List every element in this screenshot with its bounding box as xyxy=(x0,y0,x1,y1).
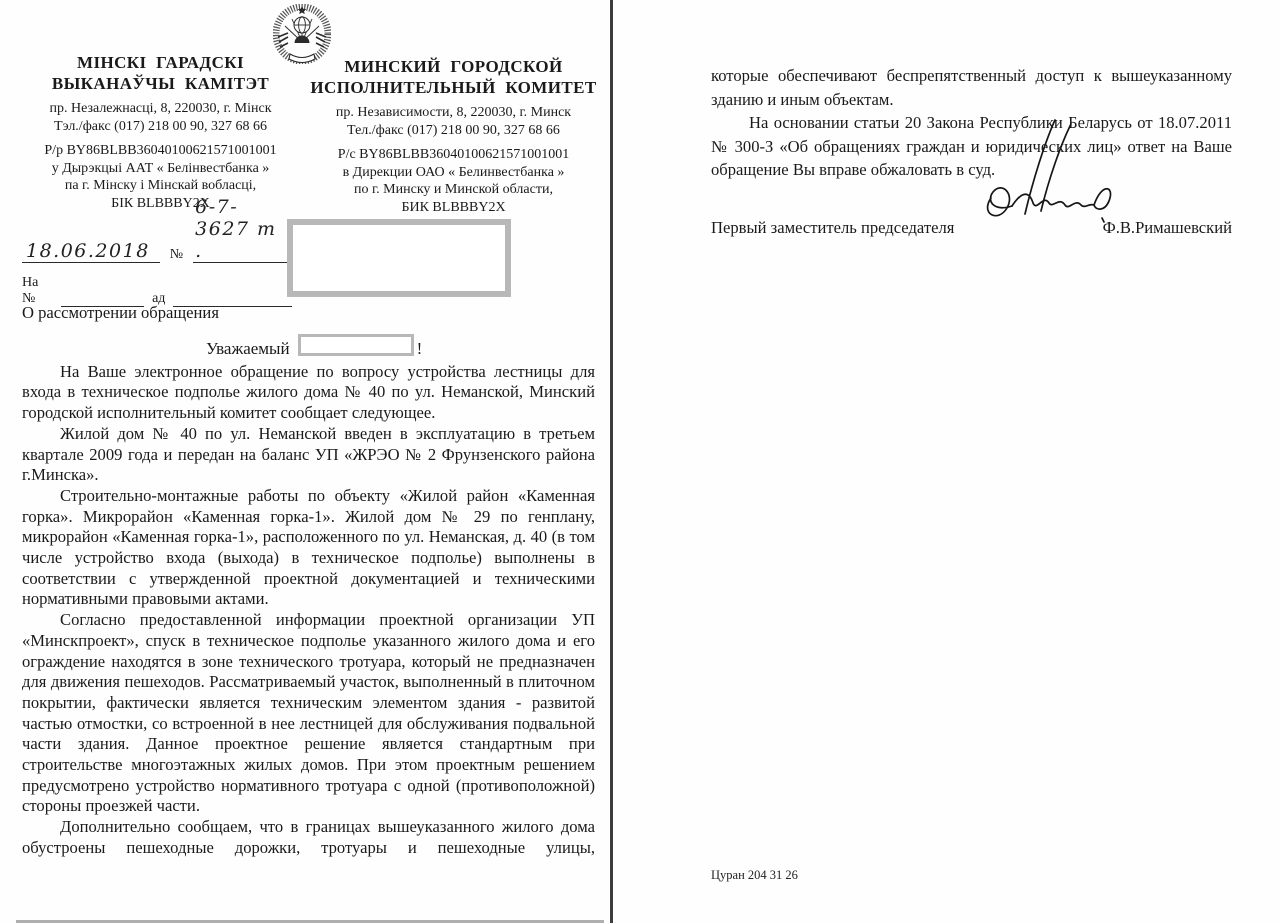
org-bank1-ru: в Дирекции ОАО « Белинвестбанка » xyxy=(342,164,565,180)
paragraph: Жилой дом № 40 по ул. Неманской введен в эксплуатацию в третьем квартале 2009 года и передан на баланс УП «ЖРЭО № 2 Фрунзенского района г.Минска». xyxy=(22,423,595,485)
org-phone-by: Тэл./факс (017) 218 00 90, 327 68 66 xyxy=(54,118,267,134)
signoff-position: Первый заместитель председателя xyxy=(711,217,955,237)
paragraph: Дополнительно сообщаем, что в границах вышеуказанного жилого дома обустроены пешеходные дорожки, тротуары и пешеходные улицы, xyxy=(22,817,595,857)
paragraph: На основании статьи 20 Закона Республики Беларусь от 18.07.2011 № 300-З «Об обращениях граждан и юридических лиц» ответ на Ваше обращение Вы вправе обжаловать в суд. xyxy=(711,113,1232,179)
letter-body-left xyxy=(22,303,595,859)
org-bank1-by: у Дырэкцыі ААТ « Белінвестбанка » xyxy=(51,160,270,176)
letterhead-belarusian-column xyxy=(14,0,307,216)
org-account-by: Р/р BY86BLBB36040100621571001001 xyxy=(44,143,277,158)
org-title-ru-line1: МИНСКИЙ ГОРОДСКОЙ xyxy=(344,57,563,76)
reference-block xyxy=(22,196,292,307)
page-one xyxy=(0,0,610,923)
org-title-ru-line2: ИСПОЛНИТЕЛЬНЫЙ КОМИТЕТ xyxy=(310,78,597,97)
org-bank2-by: па г. Мінску і Мінскай вобласці, xyxy=(64,178,257,193)
salutation-prefix: Уважаемый xyxy=(206,338,290,358)
org-bik-ru: БИК BLBBBY2X xyxy=(401,199,506,215)
org-title-by-line1: МІНСКІ ГАРАДСКІ xyxy=(77,53,244,72)
page-two xyxy=(613,0,1280,923)
org-account-ru: Р/с BY86BLBB36040100621571001001 xyxy=(337,147,570,162)
reply-to-label: На № xyxy=(22,275,39,306)
signoff-row xyxy=(711,216,1232,240)
org-title-by-line2: ВЫКАНАЎЧЫ КАМІТЭТ xyxy=(51,74,270,93)
redaction-box-addressee xyxy=(287,219,511,297)
org-bank2-ru: по г. Минску и Минской области, xyxy=(354,182,553,197)
letter-body-right xyxy=(613,64,1280,239)
salutation-line xyxy=(22,334,595,361)
outgoing-number-handwritten: 6-7-3627 т . xyxy=(193,196,292,263)
org-bik-by: БІК BLBBBY2X xyxy=(111,195,210,211)
signature-icon xyxy=(981,118,1121,226)
executor-contact: Цуран 204 31 26 xyxy=(711,868,798,882)
outgoing-date-handwritten: 18.06.2018 xyxy=(22,240,160,263)
salutation-suffix: ! xyxy=(416,338,423,358)
org-address-by: пр. Незалежнасці, 8, 220030, г. Мінск xyxy=(49,101,272,116)
org-address-ru: пр. Независимости, 8, 220030, г. Минск xyxy=(335,105,572,120)
subject-line: О рассмотрении обращения xyxy=(22,303,219,322)
letterhead-russian-column xyxy=(307,0,600,216)
paragraph: которые обеспечивают беспрепятственный доступ к вышеуказанному зданию и иным объектам. xyxy=(711,66,1232,109)
paragraph: Строительно-монтажные работы по объекту «Жилой район «Каменная горка». Микрорайон «Каменная горка-1». Жилой дом № 29 по генплану, микрорайон «Каменная горка-1», расположенного по ул. Неманская, д. 40 (в том числе устройство входа (выхода) в техническое подполье) выполнены в соответствии с утвержденной проектной документацией и техническими нормативными правовыми актами. xyxy=(22,485,595,609)
reply-from-label: ад xyxy=(152,291,166,306)
signoff-name: Ф.В.Римашевский xyxy=(1102,217,1232,237)
paragraph: На Ваше электронное обращение по вопросу устройства лестницы для входа в техническое подполье жилого дома № 40 по ул. Неманской, Минский городской исполнительный комитет сообщает следующее. xyxy=(22,361,595,423)
number-label: № xyxy=(169,247,184,262)
redaction-box-name xyxy=(298,334,414,356)
org-phone-ru: Тел./факс (017) 218 00 90, 327 68 66 xyxy=(347,122,560,138)
paragraph: Согласно предоставленной информации проектной организации УП «Минскпроект», спуск в техническое подполье указанного жилого дома и его ограждение находятся в зоне технического тротуара, который не предназначен для движения пешеходов. Рассматриваемый участок, выполненный в плиточном покрытии, фактически является техническим элементом здания - развитой частью отмостки, со встроенной в нее лестницей для обслуживания подвальной части здания. Данное проектное решение является стандартным при строительстве многоэтажных жилых домов. При этом проектным решением предусмотрено устройство нормативного тротуара с одной (противоположной) стороны проезжей части. xyxy=(22,610,595,816)
belarus-coat-of-arms-icon xyxy=(273,4,331,64)
